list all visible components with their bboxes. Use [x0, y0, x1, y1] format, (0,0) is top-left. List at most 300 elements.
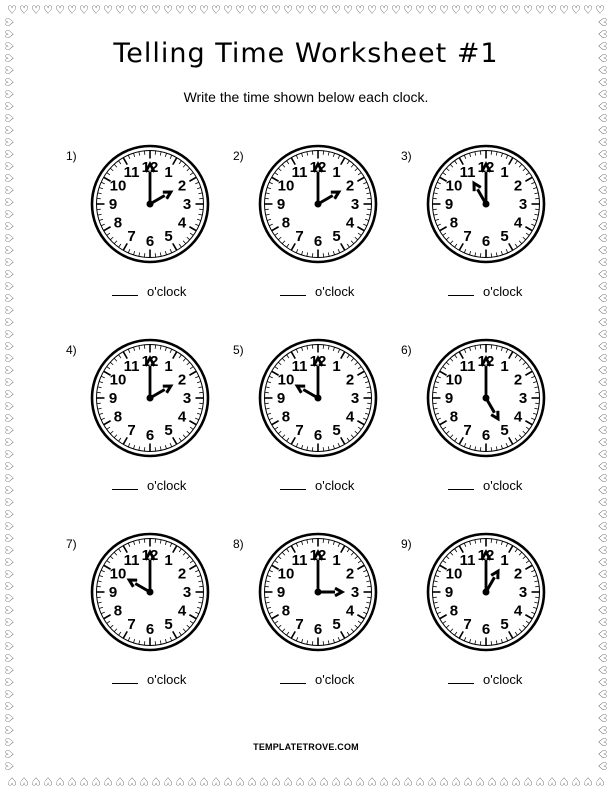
border-heart: ♡: [271, 3, 281, 17]
border-heart: ♡: [271, 774, 281, 788]
clock-numeral: 5: [500, 616, 509, 634]
border-heart: ♡: [571, 774, 581, 788]
border-heart: ♡: [3, 713, 17, 723]
border-heart: ♡: [535, 774, 545, 788]
border-heart: ♡: [391, 3, 401, 17]
border-heart: ♡: [367, 774, 377, 788]
border-heart: ♡: [3, 761, 17, 771]
answer-blank[interactable]: [280, 283, 354, 299]
border-heart: ♡: [595, 617, 609, 627]
border-heart: ♡: [3, 569, 17, 579]
clock-numeral: 1: [164, 357, 173, 375]
border-heart: ♡: [3, 245, 17, 255]
border-heart: ♡: [3, 725, 17, 735]
answer-line[interactable]: [112, 671, 138, 684]
border-heart: ♡: [595, 149, 609, 159]
clock-numeral: 12: [309, 547, 327, 564]
border-heart: ♡: [595, 269, 609, 279]
border-heart: ♡: [391, 774, 401, 788]
border-heart: ♡: [595, 629, 609, 639]
problem-number: 9): [401, 537, 412, 551]
border-heart: ♡: [3, 185, 17, 195]
clock-numeral: 3: [182, 390, 192, 407]
clock-numeral: 6: [313, 233, 323, 250]
border-heart: ♡: [3, 401, 17, 411]
border-heart: ♡: [475, 3, 485, 17]
border-heart: ♡: [3, 605, 17, 615]
answer-blank[interactable]: [112, 671, 186, 687]
border-heart: ♡: [3, 473, 17, 483]
answer-blank[interactable]: [280, 477, 354, 493]
analog-clock-face: [256, 336, 380, 460]
clock-numeral: 10: [445, 565, 463, 583]
clock-numeral: 2: [177, 177, 187, 195]
clock-numeral: 7: [295, 616, 304, 634]
answer-line[interactable]: [448, 283, 474, 296]
clock-numeral: 8: [281, 408, 291, 426]
problem-number: 1): [66, 149, 77, 163]
clock-numeral: 2: [177, 371, 187, 389]
border-heart: ♡: [355, 774, 365, 788]
border-heart: ♡: [3, 437, 17, 447]
clock-numeral: 11: [459, 357, 476, 375]
clock-numeral: 6: [481, 233, 491, 250]
clock-numeral: 6: [313, 621, 323, 638]
border-heart: ♡: [595, 461, 609, 471]
answer-blank[interactable]: [448, 283, 522, 299]
border-heart: ♡: [91, 3, 101, 17]
clock-numeral: 8: [449, 602, 459, 620]
analog-clock-face: [256, 142, 380, 266]
border-heart: ♡: [3, 41, 17, 51]
answer-line[interactable]: [112, 283, 138, 296]
answer-suffix: o'clock: [147, 284, 187, 299]
border-heart: ♡: [3, 89, 17, 99]
clock-numeral: 5: [332, 616, 341, 634]
clock-numeral: 1: [500, 163, 509, 181]
clock-numeral: 10: [109, 371, 127, 389]
problem-number: 6): [401, 343, 412, 357]
answer-suffix: o'clock: [315, 478, 355, 493]
border-heart: ♡: [3, 461, 17, 471]
border-heart: ♡: [595, 209, 609, 219]
border-heart: ♡: [595, 473, 609, 483]
border-heart: ♡: [3, 485, 17, 495]
border-heart: ♡: [547, 774, 557, 788]
border-heart: ♡: [343, 3, 353, 17]
border-heart: ♡: [3, 269, 17, 279]
border-heart: ♡: [595, 293, 609, 303]
border-heart: ♡: [595, 557, 609, 567]
border-heart: ♡: [583, 3, 593, 17]
border-heart: ♡: [595, 401, 609, 411]
clock-numeral: 11: [459, 551, 476, 569]
border-heart: ♡: [67, 3, 77, 17]
clock-numeral: 12: [309, 159, 327, 176]
clock-numeral: 10: [277, 565, 295, 583]
answer-suffix: o'clock: [147, 478, 187, 493]
border-heart: ♡: [19, 3, 29, 17]
clock-numeral: 1: [332, 357, 341, 375]
clock-numeral: 1: [332, 163, 341, 181]
border-heart: ♡: [595, 593, 609, 603]
answer-blank[interactable]: [112, 283, 186, 299]
clock-numeral: 1: [332, 551, 341, 569]
border-heart: ♡: [139, 774, 149, 788]
border-heart: ♡: [595, 3, 605, 17]
border-heart: ♡: [3, 497, 17, 507]
analog-clock-face: [424, 530, 548, 654]
border-heart: ♡: [3, 197, 17, 207]
clock-numeral: 7: [463, 616, 472, 634]
clock-numeral: 3: [182, 196, 192, 213]
border-heart: ♡: [499, 3, 509, 17]
clock-numeral: 10: [109, 177, 127, 195]
clock-numeral: 3: [182, 584, 192, 601]
clock-numeral: 7: [127, 422, 136, 440]
border-heart: ♡: [139, 3, 149, 17]
clock-numeral: 12: [477, 159, 495, 176]
problem-number: 2): [233, 149, 244, 163]
clock-numeral: 4: [177, 602, 187, 620]
clock-numeral: 4: [513, 408, 523, 426]
border-heart: ♡: [3, 77, 17, 87]
border-heart: ♡: [595, 581, 609, 591]
answer-line[interactable]: [448, 477, 474, 490]
border-heart: ♡: [235, 774, 245, 788]
clock-numeral: 7: [127, 616, 136, 634]
border-heart: ♡: [247, 774, 257, 788]
border-heart: ♡: [595, 281, 609, 291]
border-heart: ♡: [523, 774, 533, 788]
border-heart: ♡: [571, 3, 581, 17]
border-heart: ♡: [3, 521, 17, 531]
clock-numeral: 12: [477, 547, 495, 564]
clock-numeral: 11: [123, 163, 140, 181]
answer-line[interactable]: [280, 477, 306, 490]
border-heart: ♡: [3, 113, 17, 123]
border-heart: ♡: [127, 3, 137, 17]
border-heart: ♡: [559, 774, 569, 788]
clock-numeral: 5: [164, 616, 173, 634]
border-heart: ♡: [3, 137, 17, 147]
border-heart: ♡: [3, 317, 17, 327]
border-heart: ♡: [3, 305, 17, 315]
answer-blank[interactable]: [280, 671, 354, 687]
clock-numeral: 3: [518, 584, 528, 601]
border-heart: ♡: [583, 774, 593, 788]
clock-numeral: 4: [345, 408, 355, 426]
clock-numeral: 11: [291, 163, 308, 181]
border-heart: ♡: [595, 701, 609, 711]
border-heart: ♡: [595, 413, 609, 423]
border-heart: ♡: [283, 774, 293, 788]
border-heart: ♡: [3, 641, 17, 651]
border-heart: ♡: [43, 774, 53, 788]
clock-numeral: 2: [345, 177, 355, 195]
analog-clock-face: [88, 530, 212, 654]
border-heart: ♡: [3, 53, 17, 63]
border-heart: ♡: [559, 3, 569, 17]
clock-center-pin: [315, 395, 322, 402]
clock-center-pin: [483, 589, 490, 596]
border-heart: ♡: [331, 3, 341, 17]
border-heart: ♡: [211, 774, 221, 788]
answer-line[interactable]: [448, 671, 474, 684]
clock-numeral: 11: [123, 551, 140, 569]
clock-numeral: 6: [145, 621, 155, 638]
clock-numeral: 5: [500, 228, 509, 246]
clock-numeral: 10: [277, 177, 295, 195]
problem-number: 7): [66, 537, 77, 551]
border-heart: ♡: [3, 209, 17, 219]
border-heart: ♡: [3, 389, 17, 399]
analog-clock-face: [424, 142, 548, 266]
clock-numeral: 3: [518, 390, 528, 407]
clock-numeral: 6: [481, 621, 491, 638]
border-heart: ♡: [3, 221, 17, 231]
clock-center-pin: [147, 201, 154, 208]
border-heart: ♡: [3, 281, 17, 291]
clock-center-pin: [147, 395, 154, 402]
border-heart: ♡: [3, 701, 17, 711]
border-heart: ♡: [31, 774, 41, 788]
border-heart: ♡: [187, 3, 197, 17]
answer-suffix: o'clock: [147, 672, 187, 687]
clock-numeral: 3: [518, 196, 528, 213]
clock-numeral: 12: [141, 353, 159, 370]
border-heart: ♡: [91, 774, 101, 788]
border-heart: ♡: [595, 497, 609, 507]
border-heart: ♡: [3, 161, 17, 171]
border-heart: ♡: [595, 221, 609, 231]
border-heart: ♡: [31, 3, 41, 17]
clock-numeral: 8: [113, 408, 123, 426]
border-heart: ♡: [595, 725, 609, 735]
border-heart: ♡: [595, 89, 609, 99]
border-heart: ♡: [3, 365, 17, 375]
clock-numeral: 1: [500, 551, 509, 569]
border-heart: ♡: [595, 197, 609, 207]
answer-blank[interactable]: [112, 477, 186, 493]
border-heart: ♡: [43, 3, 53, 17]
border-heart: ♡: [3, 581, 17, 591]
border-heart: ♡: [451, 774, 461, 788]
border-heart: ♡: [511, 3, 521, 17]
border-heart: ♡: [595, 377, 609, 387]
border-heart: ♡: [283, 3, 293, 17]
clock-numeral: 9: [276, 584, 286, 601]
clock-numeral: 9: [444, 196, 454, 213]
clock-numeral: 7: [463, 422, 472, 440]
clock-numeral: 2: [345, 371, 355, 389]
clock-numeral: 9: [276, 196, 286, 213]
border-heart: ♡: [3, 173, 17, 183]
border-heart: ♡: [319, 3, 329, 17]
clock-numeral: 11: [459, 163, 476, 181]
analog-clock-face: [88, 142, 212, 266]
border-heart: ♡: [3, 425, 17, 435]
border-heart: ♡: [595, 125, 609, 135]
border-heart: ♡: [163, 3, 173, 17]
border-heart: ♡: [3, 737, 17, 747]
answer-suffix: o'clock: [315, 284, 355, 299]
border-heart: ♡: [115, 774, 125, 788]
clock-numeral: 2: [513, 371, 523, 389]
border-heart: ♡: [223, 3, 233, 17]
analog-clock-face: [256, 530, 380, 654]
border-heart: ♡: [463, 3, 473, 17]
answer-suffix: o'clock: [483, 478, 523, 493]
border-heart: ♡: [199, 3, 209, 17]
clock-numeral: 3: [350, 390, 360, 407]
clock-numeral: 3: [350, 196, 360, 213]
clock-numeral: 7: [295, 228, 304, 246]
border-heart: ♡: [595, 305, 609, 315]
border-heart: ♡: [415, 3, 425, 17]
clock-numeral: 12: [477, 353, 495, 370]
clock-numeral: 6: [481, 427, 491, 444]
border-heart: ♡: [151, 774, 161, 788]
border-heart: ♡: [3, 449, 17, 459]
answer-line[interactable]: [280, 283, 306, 296]
clock-numeral: 4: [345, 214, 355, 232]
clock-numeral: 6: [313, 427, 323, 444]
border-heart: ♡: [595, 329, 609, 339]
worksheet-title: Telling Time Worksheet #1: [113, 38, 499, 69]
border-heart: ♡: [7, 774, 17, 788]
instructions-text: Write the time shown below each clock.: [183, 89, 429, 105]
clock-numeral: 5: [164, 422, 173, 440]
border-heart: ♡: [595, 113, 609, 123]
problem-number: 8): [233, 537, 244, 551]
border-heart: ♡: [223, 774, 233, 788]
border-heart: ♡: [379, 774, 389, 788]
border-heart: ♡: [595, 689, 609, 699]
clock-numeral: 12: [141, 547, 159, 564]
border-heart: ♡: [595, 774, 605, 788]
clock-center-pin: [315, 201, 322, 208]
border-heart: ♡: [463, 774, 473, 788]
border-heart: ♡: [547, 3, 557, 17]
border-heart: ♡: [403, 774, 413, 788]
clock-numeral: 9: [444, 390, 454, 407]
problem-number: 4): [66, 343, 77, 357]
border-heart: ♡: [595, 437, 609, 447]
answer-suffix: o'clock: [315, 672, 355, 687]
border-heart: ♡: [595, 521, 609, 531]
border-heart: ♡: [235, 3, 245, 17]
border-heart: ♡: [307, 3, 317, 17]
border-heart: ♡: [595, 749, 609, 759]
border-heart: ♡: [187, 774, 197, 788]
clock-center-pin: [483, 201, 490, 208]
border-heart: ♡: [511, 774, 521, 788]
clock-numeral: 1: [500, 357, 509, 375]
border-heart: ♡: [79, 774, 89, 788]
border-heart: ♡: [595, 245, 609, 255]
clock-numeral: 2: [513, 565, 523, 583]
border-heart: ♡: [595, 161, 609, 171]
border-heart: ♡: [499, 774, 509, 788]
border-heart: ♡: [475, 774, 485, 788]
border-heart: ♡: [295, 3, 305, 17]
answer-line[interactable]: [112, 477, 138, 490]
problem-number: 3): [401, 149, 412, 163]
clock-numeral: 10: [445, 177, 463, 195]
border-heart: ♡: [3, 101, 17, 111]
clock-numeral: 7: [295, 422, 304, 440]
border-heart: ♡: [3, 257, 17, 267]
border-heart: ♡: [3, 293, 17, 303]
clock-numeral: 2: [345, 565, 355, 583]
clock-numeral: 5: [332, 422, 341, 440]
clock-numeral: 10: [109, 565, 127, 583]
border-heart: ♡: [595, 533, 609, 543]
border-heart: ♡: [367, 3, 377, 17]
answer-blank[interactable]: [448, 671, 522, 687]
border-heart: ♡: [331, 774, 341, 788]
border-heart: ♡: [595, 569, 609, 579]
border-heart: ♡: [3, 653, 17, 663]
clock-numeral: 9: [276, 390, 286, 407]
border-heart: ♡: [3, 17, 17, 27]
clock-numeral: 4: [177, 408, 187, 426]
border-heart: ♡: [595, 185, 609, 195]
clock-center-pin: [315, 589, 322, 596]
border-heart: ♡: [595, 485, 609, 495]
border-heart: ♡: [67, 774, 77, 788]
border-heart: ♡: [19, 774, 29, 788]
border-heart: ♡: [343, 774, 353, 788]
clock-numeral: 4: [177, 214, 187, 232]
clock-numeral: 5: [164, 228, 173, 246]
border-heart: ♡: [595, 425, 609, 435]
border-heart: ♡: [55, 3, 65, 17]
border-heart: ♡: [595, 101, 609, 111]
border-heart: ♡: [3, 629, 17, 639]
clock-numeral: 1: [164, 163, 173, 181]
border-heart: ♡: [211, 3, 221, 17]
analog-clock-face: [424, 336, 548, 460]
border-heart: ♡: [247, 3, 257, 17]
border-heart: ♡: [595, 317, 609, 327]
border-heart: ♡: [595, 713, 609, 723]
border-heart: ♡: [3, 617, 17, 627]
border-heart: ♡: [259, 774, 269, 788]
border-heart: ♡: [259, 3, 269, 17]
answer-blank[interactable]: [448, 477, 522, 493]
border-heart: ♡: [595, 17, 609, 27]
border-heart: ♡: [3, 65, 17, 75]
border-heart: ♡: [595, 257, 609, 267]
clock-numeral: 8: [449, 408, 459, 426]
answer-line[interactable]: [280, 671, 306, 684]
clock-numeral: 7: [463, 228, 472, 246]
border-heart: ♡: [427, 774, 437, 788]
border-heart: ♡: [3, 665, 17, 675]
site-footer: TEMPLATETROVE.COM: [253, 742, 359, 752]
clock-numeral: 5: [332, 228, 341, 246]
border-heart: ♡: [3, 377, 17, 387]
clock-numeral: 9: [108, 390, 118, 407]
clock-numeral: 6: [145, 427, 155, 444]
border-heart: ♡: [3, 509, 17, 519]
border-heart: ♡: [3, 413, 17, 423]
clock-numeral: 2: [177, 565, 187, 583]
border-heart: ♡: [55, 774, 65, 788]
clock-numeral: 8: [113, 214, 123, 232]
